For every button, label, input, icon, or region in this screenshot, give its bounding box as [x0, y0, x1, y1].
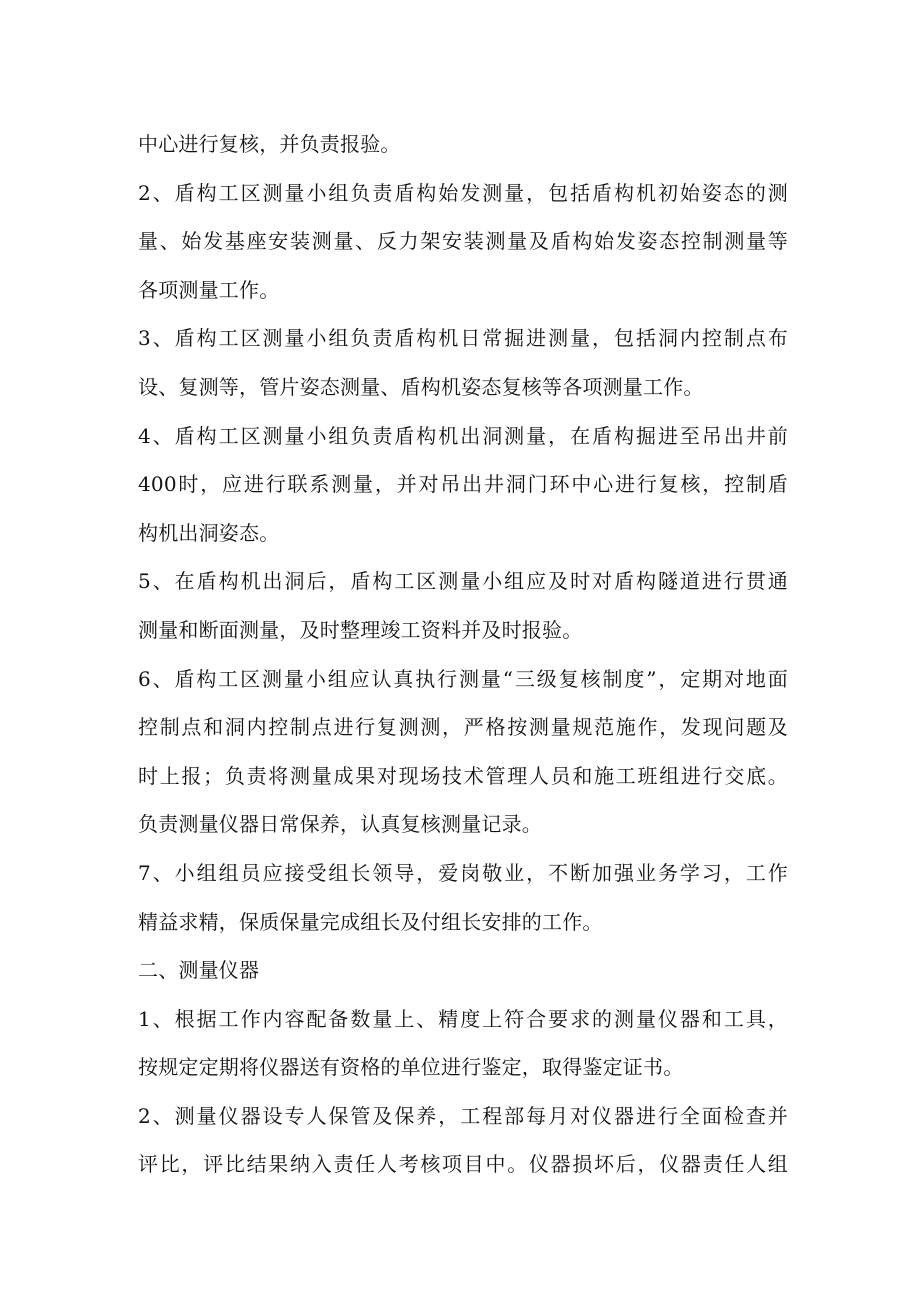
text-line: 中心进行复核，并负责报验。 [138, 132, 401, 156]
text-line: 2、盾构工区测量小组负责盾构始发测量，包括盾构机初始姿态的测 [138, 180, 788, 205]
text-line: 量、始发基座安装测量、反力架安装测量及盾构始发姿态控制测量等 [138, 229, 788, 254]
text-line: 设、复测等，管片姿态测量、盾构机姿态复核等各项测量工作。 [138, 374, 704, 399]
text-line: 评比，评比结果纳入责任人考核项目中。仪器损坏后，仪器责任人组 [138, 1152, 788, 1177]
text-line: 1、根据工作内容配备数量上、精度上符合要求的测量仪器和工具， [138, 1006, 788, 1031]
section-heading: 二、测量仪器 [138, 958, 260, 983]
text-line: 测量和断面测量，及时整理竣工资料并及时报验。 [138, 617, 583, 642]
text-line: 400时，应进行联系测量，并对吊出井洞门环中心进行复核，控制盾 [138, 472, 788, 497]
text-line: 负责测量仪器日常保养，认真复核测量记录。 [138, 812, 542, 837]
text-line: 3、盾构工区测量小组负责盾构机日常掘进测量，包括洞内控制点布 [138, 326, 788, 351]
text-line: 4、盾构工区测量小组负责盾构机出洞测量，在盾构掘进至吊出井前 [138, 423, 788, 448]
text-line: 时上报；负责将测量成果对现场技术管理人员和施工班组进行交底。 [138, 763, 788, 788]
text-line: 5、在盾构机出洞后，盾构工区测量小组应及时对盾构隧道进行贯通 [138, 569, 788, 594]
text-line: 控制点和洞内控制点进行复测测，严格按测量规范施作，发现问题及 [138, 715, 788, 740]
text-line: 构机出洞姿态。 [138, 520, 280, 545]
text-line: 各项测量工作。 [138, 277, 280, 302]
text-line: 6、盾构工区测量小组应认真执行测量“三级复核制度”，定期对地面 [138, 666, 788, 691]
text-line: 按规定定期将仪器送有资格的单位进行鉴定，取得鉴定证书。 [138, 1055, 684, 1080]
text-line: 2、测量仪器设专人保管及保养，工程部每月对仪器进行全面检查并 [138, 1103, 788, 1128]
text-line: 7、小组组员应接受组长领导，爱岗敬业，不断加强业务学习，工作 [138, 860, 788, 885]
document-body [138, 120, 788, 1189]
text-line: 精益求精，保质保量完成组长及付组长安排的工作。 [138, 909, 603, 934]
